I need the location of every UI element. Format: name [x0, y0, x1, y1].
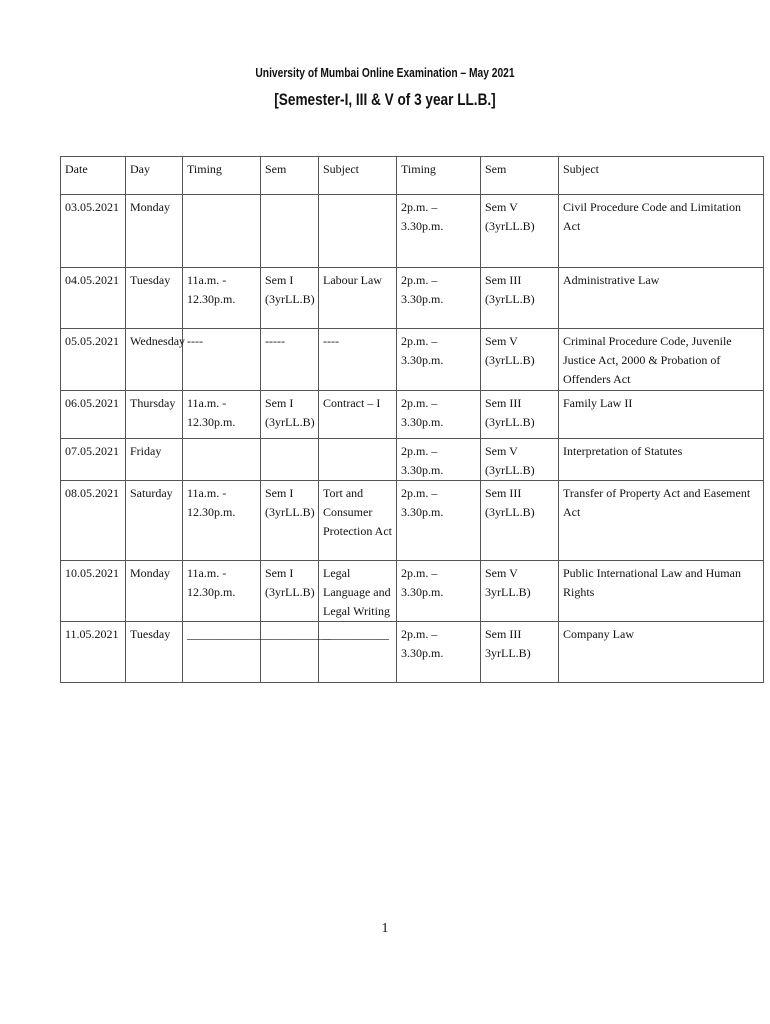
cell-sem-morning: Sem I (3yrLL.B) [261, 391, 319, 439]
cell-subject-morning [319, 439, 397, 481]
table-row [61, 329, 764, 391]
cell-timing-morning: ---- [183, 329, 261, 391]
cell-subject-morning: Contract – I [319, 391, 397, 439]
cell-sem-afternoon: Sem V (3yrLL.B) [481, 329, 559, 391]
cell-subject-afternoon: Public International Law and Human Rights [559, 561, 764, 622]
header-timing-morning: Timing [183, 157, 261, 195]
cell-day: Friday [126, 439, 183, 481]
cell-sem-morning: ___________ [261, 622, 319, 683]
cell-date: 06.05.2021 [61, 391, 126, 439]
cell-subject-afternoon: Company Law [559, 622, 764, 683]
cell-day: Tuesday [126, 268, 183, 329]
header-timing-afternoon: Timing [397, 157, 481, 195]
cell-sem-morning [261, 195, 319, 268]
table-body [61, 195, 764, 683]
cell-subject-morning: Legal Language and Legal Writing [319, 561, 397, 622]
exam-schedule-table [60, 156, 764, 683]
cell-timing-morning: _____________ [183, 622, 261, 683]
cell-timing-afternoon: 2p.m. – 3.30p.m. [397, 391, 481, 439]
cell-day: Wednesday [126, 329, 183, 391]
cell-subject-morning: ___________ [319, 622, 397, 683]
cell-day: Thursday [126, 391, 183, 439]
cell-timing-morning: 11a.m. - 12.30p.m. [183, 391, 261, 439]
cell-day: Tuesday [126, 622, 183, 683]
cell-subject-morning: Tort and Consumer Protection Act [319, 481, 397, 561]
table-row [61, 481, 764, 561]
cell-sem-afternoon: Sem III (3yrLL.B) [481, 481, 559, 561]
table-row [61, 439, 764, 481]
header-day: Day [126, 157, 183, 195]
cell-subject-morning [319, 195, 397, 268]
cell-day: Monday [126, 195, 183, 268]
cell-subject-afternoon: Criminal Procedure Code, Juvenile Justice Act, 2000 & Probation of Offenders Act [559, 329, 764, 391]
table-row [61, 561, 764, 622]
document-subtitle: [Semester-I, III & V of 3 year LL.B.] [274, 90, 496, 109]
cell-subject-afternoon: Civil Procedure Code and Limitation Act [559, 195, 764, 268]
cell-sem-afternoon: Sem V (3yrLL.B) [481, 195, 559, 268]
cell-subject-afternoon: Interpretation of Statutes [559, 439, 764, 481]
cell-timing-afternoon: 2p.m. – 3.30p.m. [397, 439, 481, 481]
cell-sem-afternoon: Sem III (3yrLL.B) [481, 268, 559, 329]
cell-subject-morning: ---- [319, 329, 397, 391]
cell-timing-afternoon: 2p.m. – 3.30p.m. [397, 268, 481, 329]
cell-date: 03.05.2021 [61, 195, 126, 268]
header-subject-afternoon: Subject [559, 157, 764, 195]
cell-sem-morning: Sem I (3yrLL.B) [261, 481, 319, 561]
cell-timing-afternoon: 2p.m. – 3.30p.m. [397, 622, 481, 683]
cell-date: 10.05.2021 [61, 561, 126, 622]
cell-sem-morning [261, 439, 319, 481]
cell-subject-afternoon: Family Law II [559, 391, 764, 439]
cell-date: 04.05.2021 [61, 268, 126, 329]
cell-sem-morning: Sem I (3yrLL.B) [261, 268, 319, 329]
cell-subject-afternoon: Administrative Law [559, 268, 764, 329]
cell-sem-afternoon: Sem V (3yrLL.B) [481, 439, 559, 481]
page-number: 1 [381, 921, 389, 936]
table-row [61, 195, 764, 268]
cell-timing-afternoon: 2p.m. – 3.30p.m. [397, 195, 481, 268]
header-sem-morning: Sem [261, 157, 319, 195]
cell-day: Saturday [126, 481, 183, 561]
cell-sem-morning: Sem I (3yrLL.B) [261, 561, 319, 622]
cell-timing-morning: 11a.m. - 12.30p.m. [183, 561, 261, 622]
cell-day: Monday [126, 561, 183, 622]
cell-date: 08.05.2021 [61, 481, 126, 561]
cell-timing-afternoon: 2p.m. – 3.30p.m. [397, 329, 481, 391]
cell-sem-afternoon: Sem III 3yrLL.B) [481, 622, 559, 683]
cell-timing-morning: 11a.m. - 12.30p.m. [183, 481, 261, 561]
cell-sem-afternoon: Sem III (3yrLL.B) [481, 391, 559, 439]
cell-sem-afternoon: Sem V 3yrLL.B) [481, 561, 559, 622]
cell-subject-morning: Labour Law [319, 268, 397, 329]
cell-timing-afternoon: 2p.m. – 3.30p.m. [397, 561, 481, 622]
table-row [61, 622, 764, 683]
cell-timing-afternoon: 2p.m. – 3.30p.m. [397, 481, 481, 561]
cell-date: 11.05.2021 [61, 622, 126, 683]
cell-date: 05.05.2021 [61, 329, 126, 391]
table-header-row [61, 157, 764, 195]
table-row [61, 268, 764, 329]
table-row [61, 391, 764, 439]
cell-date: 07.05.2021 [61, 439, 126, 481]
cell-timing-morning [183, 439, 261, 481]
document-title: University of Mumbai Online Examination – May 2021 [255, 66, 515, 80]
header-date: Date [61, 157, 126, 195]
cell-timing-morning [183, 195, 261, 268]
header-subject-morning: Subject [319, 157, 397, 195]
cell-subject-afternoon: Transfer of Property Act and Easement Act [559, 481, 764, 561]
cell-sem-morning: ----- [261, 329, 319, 391]
header-sem-afternoon: Sem [481, 157, 559, 195]
cell-timing-morning: 11a.m. - 12.30p.m. [183, 268, 261, 329]
